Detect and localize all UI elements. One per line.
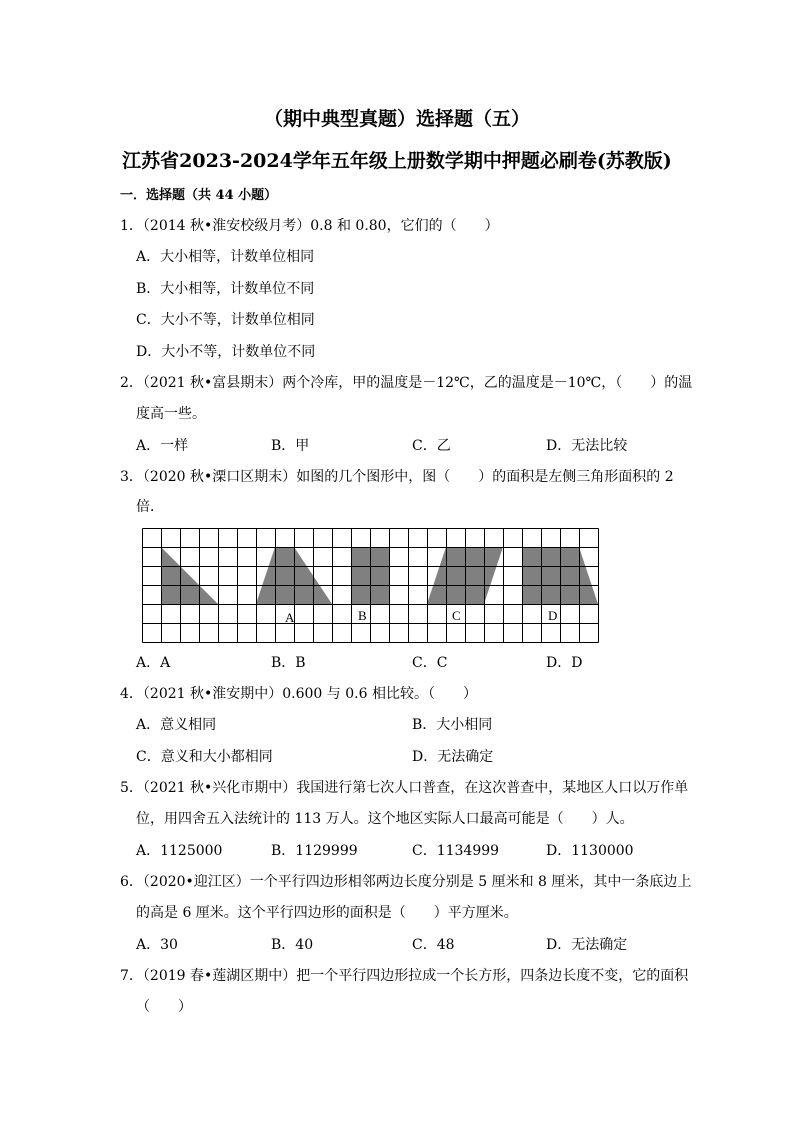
question-6-option-b: B．40: [271, 937, 314, 953]
question-5-text: 5．（2021 秋•兴化市期中）我国进行第七次人口普查，在这次普查中，某地区人口以万作单: [120, 780, 689, 796]
question-1-option-d: D．大小不等，计数单位不同: [136, 344, 316, 360]
question-3-figure: [142, 528, 602, 644]
question-3-option-a: A．A: [136, 655, 171, 671]
question-1-option-a: A．大小相等，计数单位相同: [136, 249, 315, 265]
question-7-text-cont: （ ）: [136, 999, 192, 1015]
page-subtitle: 江苏省2023-2024学年五年级上册数学期中押题必刷卷(苏教版): [122, 150, 672, 172]
question-3-text: 3．（2020 秋•溧口区期末）如图的几个图形中，图（ ）的面积是左侧三角形面积的 2: [120, 469, 674, 485]
question-1-text: 1．（2014 秋•淮安校级月考）0.8 和 0.80，它们的（ ）: [120, 218, 499, 234]
question-7-text: 7．（2019 春•莲湖区期中）把一个平行四边形拉成一个长方形，四条边长度不变，它的面积: [120, 968, 689, 984]
section-heading: 一．选择题（共 44 小题）: [120, 188, 278, 203]
figure-left-triangle: [161, 547, 218, 604]
question-4-text: 4．（2021 秋•淮安期中）0.600 与 0.6 相比较。（ ）: [120, 686, 477, 702]
question-2-option-a: A．一样: [136, 438, 189, 454]
question-2-text: 2．（2021 秋•富县期末）两个冷库，甲的温度是－12℃，乙的温度是－10℃，（ ）的温: [120, 375, 693, 391]
question-5-option-c: C．1134999: [412, 843, 500, 859]
question-5-option-a: A．1125000: [136, 843, 223, 859]
question-2-option-c: C．乙: [412, 438, 451, 454]
question-6-text: 6．（2020•迎江区）一个平行四边形相邻两边长度分别是 5 厘米和 8 厘米，其中一条底边上: [120, 874, 692, 890]
question-3-option-c: C．C: [412, 655, 448, 671]
question-5-option-b: B．1129999: [271, 843, 358, 859]
question-6-option-a: A．30: [136, 937, 178, 953]
question-2-option-d: D．无法比较: [546, 438, 628, 454]
figure-label-c: C: [452, 608, 461, 623]
figure-label-b: B: [358, 608, 367, 623]
question-3-text-cont: 倍．: [136, 499, 164, 515]
question-2-option-b: B．甲: [271, 438, 310, 454]
figure-label-a: A: [285, 610, 295, 625]
question-6-option-c: C．48: [412, 937, 455, 953]
question-4-option-b: B．大小相同: [412, 717, 493, 733]
question-6-option-d: D．无法确定: [546, 937, 628, 953]
question-4-option-a: A．意义相同: [136, 717, 217, 733]
question-5-option-d: D．1130000: [546, 843, 634, 859]
question-3-option-b: B．B: [271, 655, 306, 671]
question-2-text-cont: 度高一些。: [136, 406, 206, 422]
figure-label-d: D: [548, 608, 558, 623]
question-5-text-cont: 位，用四舍五入法统计的 113 万人。这个地区实际人口最高可能是（ ）人。: [136, 811, 634, 827]
question-1-option-c: C．大小不等，计数单位相同: [136, 312, 315, 328]
question-3-option-d: D．D: [546, 655, 583, 671]
question-6-text-cont: 的高是 6 厘米。这个平行四边形的面积是（ ）平方厘米。: [136, 905, 518, 921]
question-1-option-b: B．大小相等，计数单位不同: [136, 281, 315, 297]
question-4-option-d: D．无法确定: [412, 749, 494, 765]
question-4-option-c: C．意义和大小都相同: [136, 749, 273, 765]
figure-grid: [143, 529, 599, 643]
page-title: （期中典型真题）选择题（五）: [263, 108, 530, 130]
